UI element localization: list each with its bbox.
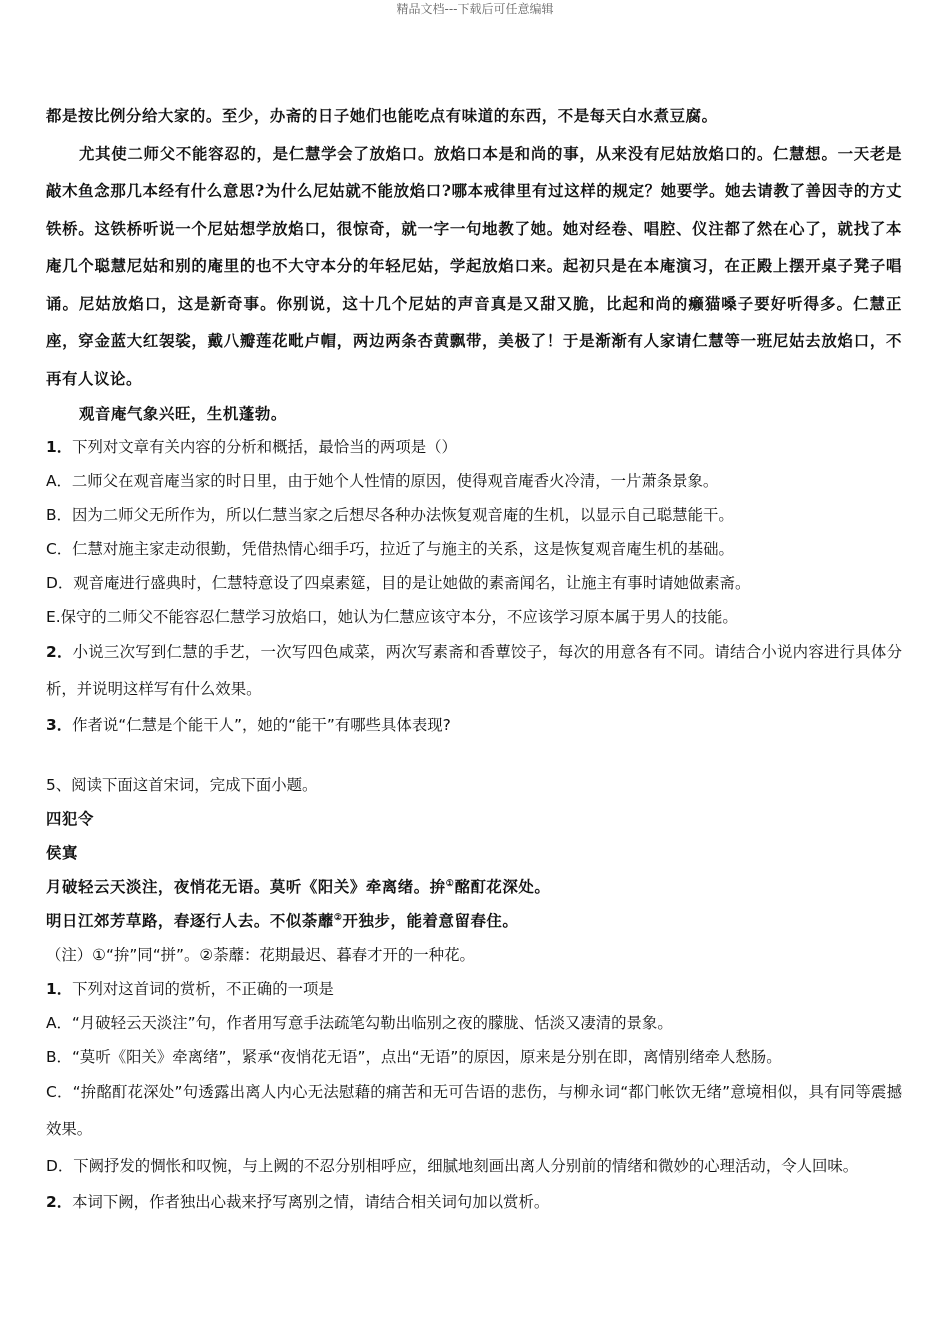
option-b: B．因为二师父无所作为，所以仁慧当家之后想尽各种办法恢复观音庵的生机，以显示自己聪慧能干。 <box>46 506 734 524</box>
poem-author: 侯寘 <box>46 844 78 862</box>
section-gap <box>46 742 902 768</box>
option-a: A．二师父在观音庵当家的时日里，由于她个人性情的原因，使得观音庵香火冷清，一片萧条景象。 <box>46 472 719 490</box>
question-2 <box>46 634 902 708</box>
document-body <box>46 98 902 1219</box>
poem-text: 月破轻云天淡注，夜悄花无语。莫听《阳关》牵离绪。拚 <box>46 878 446 896</box>
option-c: C．仁慧对施主家走动很勤，凭借热情心细手巧，拉近了与施主的关系，这是恢复观音庵生机的基础。 <box>46 540 734 558</box>
story-paragraph: 尤其使二师父不能容忍的，是仁慧学会了放焰口。放焰口本是和尚的事，从来没有尼姑放焰口的。仁慧想。一天老是敲木鱼念那几本经有什么意思?为什么尼姑就不能放焰口?哪本戒律里有过这样的规定？她要学。她去请教了善因寺的方丈铁桥。这铁桥听说一个尼姑想学放焰口，很惊奇，就一字一句地教了她。她对经卷、唱腔、仪注都了然在心了，就找了本庵几个聪慧尼姑和别的庵里的也不大守本分的年轻尼姑，学起放焰口来。起初只是在本庵演习，在正殿上摆开桌子凳子唱诵。尼姑放焰口，这是新奇事。你别说，这十几个尼姑的声音真是又甜又脆，比起和尚的癞猫嗓子要好听得多。仁慧正座，穿金蓝大红袈裟，戴八瓣莲花毗卢帽，两边两条杏黄飘带，美极了！于是渐渐有人家请仁慧等一班尼姑去放焰口，不再有人议论。 <box>46 144 902 388</box>
footnote-marker: ① <box>445 878 455 889</box>
question-text: 下列对文章有关内容的分析和概括，最恰当的两项是（） <box>72 438 457 456</box>
question-number: 1． <box>46 438 73 456</box>
page-header: 精品文档---下载后可任意编辑 <box>396 2 554 16</box>
poem-text: 开独步，能着意留春住。 <box>342 912 519 930</box>
poem-title: 四犯令 <box>46 810 94 828</box>
poem-line-2 <box>46 904 902 938</box>
poem-line-1 <box>46 870 902 904</box>
question-text: 下列对这首词的赏析，不正确的一项是 <box>72 980 334 998</box>
option-e: E.保守的二师父不能容忍仁慧学习放焰口，她认为仁慧应该守本分，不应该学习原本属于男人的技能。 <box>46 608 738 626</box>
option-a: A．“月破轻云天淡注”句，作者用写意手法疏笔勾勒出临别之夜的朦胧、恬淡又凄清的景象。 <box>46 1014 673 1032</box>
poem-text: 酩酊花深处。 <box>454 878 551 896</box>
question-number: 3． <box>46 716 73 734</box>
question-number: 2． <box>46 1193 73 1211</box>
question-1 <box>46 430 902 464</box>
question-number: 2． <box>46 643 73 661</box>
option-d: D．下阙抒发的惆怅和叹惋，与上阙的不忍分别相呼应，细腻地刻画出离人分别前的情绪和微妙的心理活动，令人回味。 <box>46 1157 859 1175</box>
question-text: 本词下阙，作者独出心裁来抒写离别之情，请结合相关词句加以赏析。 <box>72 1193 550 1211</box>
option-c: C．“拚酩酊花深处”句透露出离人内心无法慰藉的痛苦和无可告语的悲伤，与柳永词“都门帐饮无绪”意境相似，具有同等震撼效果。 <box>46 1083 902 1138</box>
story-paragraph: 都是按比例分给大家的。至少，办斋的日子她们也能吃点有味道的东西，不是每天白水煮豆腐。 <box>46 107 718 125</box>
story-paragraph: 观音庵气象兴旺，生机蓬勃。 <box>79 405 287 423</box>
option-b: B．“莫听《阳关》牵离绪”，紧承“夜悄花无语”，点出“无语”的原因，原来是分别在即，离情别绪牵人愁肠。 <box>46 1048 782 1066</box>
question-text: 小说三次写到仁慧的手艺，一次写四色咸菜，两次写素斋和香蕈饺子，每次的用意各有不同。请结合小说内容进行具体分析，并说明这样写有什么效果。 <box>46 643 902 698</box>
question-1 <box>46 972 902 1006</box>
question-text: 作者说“仁慧是个能干人”，她的“能干”有哪些具体表现? <box>72 716 451 734</box>
poem-text: 明日江郊芳草路，春逐行人去。不似荼蘼 <box>46 912 334 930</box>
section-5-intro: 5、阅读下面这首宋词，完成下面小题。 <box>46 776 318 794</box>
question-2 <box>46 1185 902 1219</box>
option-d: D．观音庵进行盛典时，仁慧特意设了四桌素筵，目的是让她做的素斋闻名，让施主有事时请她做素斋。 <box>46 574 751 592</box>
footnote-marker: ② <box>333 912 343 923</box>
question-number: 1． <box>46 980 73 998</box>
question-3 <box>46 708 902 742</box>
poem-note: （注）①“拚”同“拼”。②荼蘼：花期最迟、暮春才开的一种花。 <box>46 946 475 964</box>
